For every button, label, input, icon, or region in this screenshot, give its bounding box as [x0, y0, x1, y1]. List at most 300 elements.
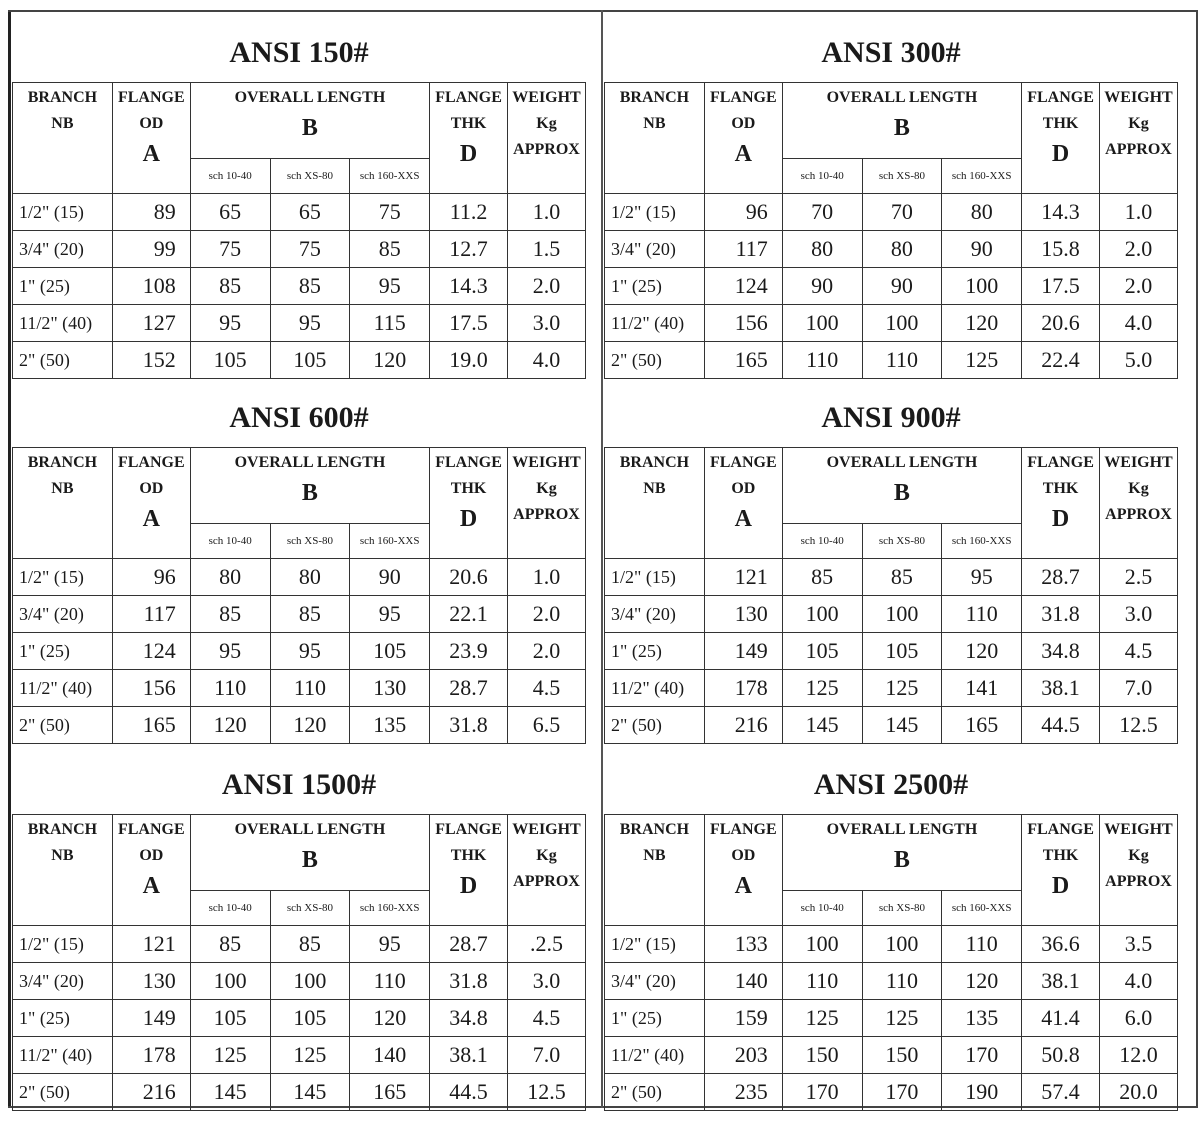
cell-flange-od: 96 [112, 559, 190, 596]
header-flange: FLANGE [117, 454, 185, 471]
table-row [605, 268, 1178, 305]
cell-length-sch-10-40: 100 [782, 305, 862, 342]
cell-length-sch-160-xxs: 120 [350, 342, 430, 379]
cell-length-sch-xs-80: 105 [270, 342, 350, 379]
cell-length-sch-160-xxs: 130 [350, 670, 430, 707]
table-title: ANSI 600# [229, 401, 369, 434]
cell-length-sch-160-xxs: 120 [942, 305, 1022, 342]
cell-length-sch-xs-80: 150 [862, 1037, 942, 1074]
table-title: ANSI 1500# [221, 768, 377, 801]
table-row [605, 1000, 1178, 1037]
cell-length-sch-10-40: 110 [782, 342, 862, 379]
cell-flange-thk: 15.8 [1022, 231, 1100, 268]
cell-length-sch-160-xxs: 120 [942, 633, 1022, 670]
col-header-overall-length [782, 815, 1021, 891]
header-thk: THK [450, 115, 487, 132]
header-flange: FLANGE [117, 89, 185, 106]
cell-length-sch-10-40: 150 [782, 1037, 862, 1074]
cell-branch-nb: 3/4" (20) [605, 596, 705, 633]
header-thk: THK [1042, 480, 1079, 497]
cell-flange-thk: 23.9 [430, 633, 508, 670]
cell-length-sch-160-xxs: 110 [942, 596, 1022, 633]
cell-weight: 12.0 [1100, 1037, 1178, 1074]
header-weight: WEIGHT [512, 454, 581, 471]
frame-right-border [1196, 10, 1198, 1108]
cell-length-sch-160-xxs: 120 [350, 1000, 430, 1037]
cell-weight: 12.5 [1100, 707, 1178, 744]
cell-length-sch-xs-80: 145 [862, 707, 942, 744]
cell-length-sch-160-xxs: 105 [350, 633, 430, 670]
header-flange-2: FLANGE [435, 89, 502, 106]
cell-flange-thk: 28.7 [430, 926, 508, 963]
cell-weight: 1.0 [508, 559, 586, 596]
cell-branch-nb: 1" (25) [13, 1000, 113, 1037]
cell-length-sch-xs-80: 110 [270, 670, 350, 707]
header-a: A [734, 141, 752, 167]
table-row [13, 963, 586, 1000]
cell-flange-thk: 14.3 [1022, 194, 1100, 231]
header-od: OD [731, 480, 756, 497]
header-weight: WEIGHT [1104, 454, 1173, 471]
cell-length-sch-10-40: 105 [190, 1000, 270, 1037]
col-header-weight [1100, 815, 1178, 926]
table-row [605, 596, 1178, 633]
cell-flange-thk: 31.8 [430, 707, 508, 744]
cell-weight: 2.0 [508, 633, 586, 670]
col-header-weight [508, 83, 586, 194]
cell-flange-thk: 17.5 [1022, 268, 1100, 305]
col-header-overall-length [190, 448, 429, 524]
cell-weight: 12.5 [508, 1074, 586, 1111]
header-approx: APPROX [513, 141, 580, 158]
header-thk: THK [450, 847, 487, 864]
dimension-table [604, 814, 1178, 1111]
cell-length-sch-160-xxs: 110 [942, 926, 1022, 963]
header-weight: WEIGHT [512, 89, 581, 106]
header-a: A [734, 506, 752, 532]
cell-length-sch-160-xxs: 110 [350, 963, 430, 1000]
col-header-branch-nb [13, 83, 113, 194]
cell-length-sch-xs-80: 110 [862, 963, 942, 1000]
cell-length-sch-10-40: 90 [782, 268, 862, 305]
header-od: OD [139, 480, 164, 497]
header-overall: OVERALL LENGTH [826, 89, 978, 106]
header-d: D [459, 506, 478, 532]
cell-length-sch-160-xxs: 95 [350, 268, 430, 305]
header-overall: OVERALL LENGTH [234, 454, 386, 471]
cell-branch-nb: 3/4" (20) [13, 231, 113, 268]
header-sch-160-xxs: sch 160-XXS [350, 523, 430, 558]
cell-branch-nb: 3/4" (20) [605, 231, 705, 268]
col-header-flange-thk [430, 448, 508, 559]
ansi-table-block [12, 744, 586, 1109]
cell-weight: .2.5 [508, 926, 586, 963]
cell-length-sch-10-40: 100 [782, 926, 862, 963]
cell-length-sch-10-40: 95 [190, 305, 270, 342]
table-row [13, 596, 586, 633]
cell-flange-thk: 31.8 [1022, 596, 1100, 633]
cell-length-sch-10-40: 65 [190, 194, 270, 231]
cell-weight: 6.0 [1100, 1000, 1178, 1037]
col-header-flange-od [704, 83, 782, 194]
cell-weight: 2.0 [1100, 268, 1178, 305]
cell-branch-nb: 2" (50) [605, 1074, 705, 1111]
cell-length-sch-10-40: 110 [782, 963, 862, 1000]
cell-weight: 4.0 [1100, 963, 1178, 1000]
cell-weight: 2.5 [1100, 559, 1178, 596]
cell-flange-od: 121 [704, 559, 782, 596]
cell-flange-thk: 28.7 [430, 670, 508, 707]
col-header-weight [1100, 448, 1178, 559]
header-a: A [142, 141, 160, 167]
cell-flange-od: 117 [112, 596, 190, 633]
table-row [13, 1037, 586, 1074]
header-nb: NB [51, 847, 74, 864]
cell-flange-od: 108 [112, 268, 190, 305]
header-sch-xs-80: sch XS-80 [862, 890, 942, 925]
cell-flange-thk: 38.1 [1022, 670, 1100, 707]
header-branch: BRANCH [619, 89, 690, 106]
cell-length-sch-xs-80: 145 [270, 1074, 350, 1111]
cell-branch-nb: 11/2" (40) [605, 305, 705, 342]
cell-flange-thk: 44.5 [1022, 707, 1100, 744]
cell-flange-thk: 38.1 [430, 1037, 508, 1074]
cell-flange-thk: 17.5 [430, 305, 508, 342]
header-kg: Kg [536, 115, 557, 132]
cell-flange-thk: 38.1 [1022, 963, 1100, 1000]
cell-weight: 4.0 [1100, 305, 1178, 342]
cell-flange-thk: 20.6 [430, 559, 508, 596]
table-row [605, 305, 1178, 342]
cell-weight: 1.0 [508, 194, 586, 231]
col-header-weight [508, 815, 586, 926]
header-flange-2: FLANGE [435, 821, 502, 838]
cell-length-sch-10-40: 105 [782, 633, 862, 670]
header-d: D [459, 873, 478, 899]
cell-length-sch-xs-80: 80 [862, 231, 942, 268]
header-sch-160-xxs: sch 160-XXS [942, 158, 1022, 193]
cell-branch-nb: 11/2" (40) [605, 1037, 705, 1074]
cell-weight: 2.0 [508, 268, 586, 305]
header-thk: THK [1042, 847, 1079, 864]
cell-flange-od: 149 [112, 1000, 190, 1037]
table-row [13, 1000, 586, 1037]
header-flange-2: FLANGE [1027, 454, 1094, 471]
header-od: OD [731, 847, 756, 864]
table-title: ANSI 150# [229, 36, 369, 69]
header-b: B [893, 480, 910, 506]
table-row [605, 559, 1178, 596]
col-header-overall-length [190, 815, 429, 891]
table-row [605, 231, 1178, 268]
header-kg: Kg [536, 847, 557, 864]
header-approx: APPROX [513, 506, 580, 523]
col-header-flange-thk [1022, 815, 1100, 926]
cell-flange-od: 124 [704, 268, 782, 305]
dimension-table [604, 447, 1178, 744]
cell-length-sch-160-xxs: 141 [942, 670, 1022, 707]
cell-length-sch-160-xxs: 90 [942, 231, 1022, 268]
cell-branch-nb: 11/2" (40) [13, 670, 113, 707]
cell-length-sch-160-xxs: 75 [350, 194, 430, 231]
cell-branch-nb: 2" (50) [13, 707, 113, 744]
cell-flange-od: 165 [704, 342, 782, 379]
cell-branch-nb: 1/2" (15) [13, 194, 113, 231]
header-branch: BRANCH [27, 454, 98, 471]
cell-flange-thk: 57.4 [1022, 1074, 1100, 1111]
cell-length-sch-xs-80: 170 [862, 1074, 942, 1111]
cell-length-sch-xs-80: 120 [270, 707, 350, 744]
cell-flange-od: 127 [112, 305, 190, 342]
cell-flange-thk: 41.4 [1022, 1000, 1100, 1037]
cell-length-sch-10-40: 170 [782, 1074, 862, 1111]
cell-length-sch-xs-80: 90 [862, 268, 942, 305]
col-header-branch-nb [605, 815, 705, 926]
header-flange: FLANGE [709, 89, 777, 106]
cell-flange-od: 156 [704, 305, 782, 342]
cell-length-sch-xs-80: 85 [270, 596, 350, 633]
col-header-flange-thk [430, 815, 508, 926]
header-flange-2: FLANGE [1027, 821, 1094, 838]
cell-length-sch-160-xxs: 165 [350, 1074, 430, 1111]
header-sch-160-xxs: sch 160-XXS [350, 158, 430, 193]
header-sch-10-40: sch 10-40 [190, 890, 270, 925]
cell-length-sch-160-xxs: 95 [350, 596, 430, 633]
dimension-table [12, 814, 586, 1111]
header-flange: FLANGE [709, 454, 777, 471]
table-row [13, 305, 586, 342]
header-b: B [893, 847, 910, 873]
header-flange: FLANGE [709, 821, 777, 838]
cell-branch-nb: 1/2" (15) [605, 559, 705, 596]
cell-length-sch-10-40: 70 [782, 194, 862, 231]
cell-branch-nb: 1/2" (15) [13, 926, 113, 963]
cell-length-sch-160-xxs: 170 [942, 1037, 1022, 1074]
cell-branch-nb: 1" (25) [13, 268, 113, 305]
header-a: A [734, 873, 752, 899]
cell-branch-nb: 1" (25) [13, 633, 113, 670]
cell-branch-nb: 1" (25) [605, 1000, 705, 1037]
cell-branch-nb: 2" (50) [605, 342, 705, 379]
cell-branch-nb: 1/2" (15) [605, 926, 705, 963]
col-header-flange-od [704, 448, 782, 559]
header-weight: WEIGHT [512, 821, 581, 838]
ansi-table-block [604, 744, 1178, 1109]
ansi-table-block [604, 377, 1178, 742]
cell-branch-nb: 11/2" (40) [13, 1037, 113, 1074]
cell-weight: 3.0 [1100, 596, 1178, 633]
cell-length-sch-xs-80: 85 [270, 926, 350, 963]
cell-flange-od: 216 [112, 1074, 190, 1111]
table-row [13, 231, 586, 268]
table-row [13, 707, 586, 744]
ansi-table-block [604, 12, 1178, 377]
cell-flange-od: 149 [704, 633, 782, 670]
cell-length-sch-xs-80: 100 [862, 926, 942, 963]
table-row [605, 342, 1178, 379]
cell-flange-thk: 20.6 [1022, 305, 1100, 342]
cell-length-sch-160-xxs: 80 [942, 194, 1022, 231]
cell-branch-nb: 2" (50) [13, 342, 113, 379]
cell-length-sch-160-xxs: 115 [350, 305, 430, 342]
cell-length-sch-xs-80: 100 [270, 963, 350, 1000]
table-row [13, 1074, 586, 1111]
cell-branch-nb: 2" (50) [605, 707, 705, 744]
cell-branch-nb: 1" (25) [605, 268, 705, 305]
cell-length-sch-xs-80: 105 [862, 633, 942, 670]
table-row [13, 342, 586, 379]
ansi-table-block [12, 12, 586, 377]
header-sch-xs-80: sch XS-80 [862, 158, 942, 193]
cell-flange-thk: 28.7 [1022, 559, 1100, 596]
header-kg: Kg [1128, 847, 1149, 864]
header-sch-160-xxs: sch 160-XXS [942, 890, 1022, 925]
cell-weight: 3.0 [508, 305, 586, 342]
table-row [13, 268, 586, 305]
header-a: A [142, 506, 160, 532]
cell-length-sch-10-40: 95 [190, 633, 270, 670]
dimension-table [604, 82, 1178, 379]
cell-weight: 4.5 [1100, 633, 1178, 670]
cell-flange-od: 203 [704, 1037, 782, 1074]
cell-length-sch-xs-80: 110 [862, 342, 942, 379]
header-branch: BRANCH [27, 821, 98, 838]
cell-flange-od: 156 [112, 670, 190, 707]
cell-flange-od: 117 [704, 231, 782, 268]
cell-length-sch-10-40: 120 [190, 707, 270, 744]
table-row [605, 926, 1178, 963]
cell-length-sch-160-xxs: 120 [942, 963, 1022, 1000]
table-row [13, 926, 586, 963]
table-row [605, 633, 1178, 670]
table-title: ANSI 300# [821, 36, 961, 69]
cell-branch-nb: 3/4" (20) [13, 963, 113, 1000]
table-title: ANSI 2500# [813, 768, 969, 801]
cell-length-sch-160-xxs: 95 [942, 559, 1022, 596]
cell-length-sch-10-40: 105 [190, 342, 270, 379]
cell-length-sch-xs-80: 100 [862, 596, 942, 633]
cell-length-sch-xs-80: 95 [270, 305, 350, 342]
col-header-flange-thk [1022, 448, 1100, 559]
cell-flange-thk: 22.1 [430, 596, 508, 633]
cell-weight: 1.0 [1100, 194, 1178, 231]
center-divider [601, 10, 603, 1108]
cell-flange-od: 124 [112, 633, 190, 670]
cell-length-sch-xs-80: 125 [862, 1000, 942, 1037]
cell-length-sch-xs-80: 95 [270, 633, 350, 670]
header-kg: Kg [536, 480, 557, 497]
header-a: A [142, 873, 160, 899]
header-nb: NB [643, 847, 666, 864]
cell-flange-od: 178 [704, 670, 782, 707]
cell-flange-od: 130 [112, 963, 190, 1000]
cell-length-sch-xs-80: 85 [862, 559, 942, 596]
header-sch-xs-80: sch XS-80 [862, 523, 942, 558]
cell-flange-od: 130 [704, 596, 782, 633]
cell-length-sch-10-40: 125 [782, 670, 862, 707]
cell-length-sch-160-xxs: 90 [350, 559, 430, 596]
cell-length-sch-160-xxs: 135 [350, 707, 430, 744]
cell-weight: 20.0 [1100, 1074, 1178, 1111]
cell-flange-od: 216 [704, 707, 782, 744]
header-d: D [1051, 873, 1070, 899]
cell-flange-thk: 12.7 [430, 231, 508, 268]
table-row [13, 670, 586, 707]
header-approx: APPROX [1105, 506, 1172, 523]
cell-length-sch-10-40: 145 [190, 1074, 270, 1111]
header-sch-160-xxs: sch 160-XXS [350, 890, 430, 925]
col-header-branch-nb [13, 448, 113, 559]
cell-length-sch-160-xxs: 125 [942, 342, 1022, 379]
cell-branch-nb: 3/4" (20) [13, 596, 113, 633]
cell-weight: 4.5 [508, 670, 586, 707]
header-od: OD [139, 115, 164, 132]
header-branch: BRANCH [619, 454, 690, 471]
col-header-overall-length [190, 83, 429, 159]
header-sch-10-40: sch 10-40 [782, 158, 862, 193]
cell-flange-thk: 11.2 [430, 194, 508, 231]
cell-flange-od: 89 [112, 194, 190, 231]
cell-length-sch-10-40: 125 [190, 1037, 270, 1074]
cell-flange-od: 96 [704, 194, 782, 231]
header-kg: Kg [1128, 480, 1149, 497]
header-overall: OVERALL LENGTH [234, 821, 386, 838]
cell-weight: 4.0 [508, 342, 586, 379]
cell-weight: 2.0 [508, 596, 586, 633]
header-sch-xs-80: sch XS-80 [270, 523, 350, 558]
header-b: B [301, 847, 318, 873]
cell-length-sch-xs-80: 125 [862, 670, 942, 707]
cell-flange-od: 99 [112, 231, 190, 268]
cell-flange-thk: 44.5 [430, 1074, 508, 1111]
table-row [605, 707, 1178, 744]
header-approx: APPROX [1105, 141, 1172, 158]
cell-weight: 1.5 [508, 231, 586, 268]
cell-flange-od: 140 [704, 963, 782, 1000]
cell-length-sch-xs-80: 100 [862, 305, 942, 342]
cell-length-sch-xs-80: 65 [270, 194, 350, 231]
header-flange-2: FLANGE [435, 454, 502, 471]
table-title: ANSI 900# [821, 401, 961, 434]
cell-weight: 7.0 [1100, 670, 1178, 707]
cell-branch-nb: 11/2" (40) [13, 305, 113, 342]
cell-weight: 3.0 [508, 963, 586, 1000]
header-nb: NB [643, 115, 666, 132]
cell-weight: 7.0 [508, 1037, 586, 1074]
col-header-flange-thk [1022, 83, 1100, 194]
cell-length-sch-10-40: 110 [190, 670, 270, 707]
cell-flange-thk: 22.4 [1022, 342, 1100, 379]
cell-branch-nb: 1/2" (15) [605, 194, 705, 231]
cell-flange-od: 159 [704, 1000, 782, 1037]
cell-length-sch-10-40: 85 [190, 268, 270, 305]
header-b: B [301, 115, 318, 141]
header-overall: OVERALL LENGTH [234, 89, 386, 106]
col-header-weight [508, 448, 586, 559]
table-row [13, 559, 586, 596]
cell-branch-nb: 1" (25) [605, 633, 705, 670]
cell-weight: 5.0 [1100, 342, 1178, 379]
cell-length-sch-10-40: 125 [782, 1000, 862, 1037]
cell-weight: 4.5 [508, 1000, 586, 1037]
cell-length-sch-10-40: 80 [782, 231, 862, 268]
header-sch-10-40: sch 10-40 [190, 523, 270, 558]
cell-flange-thk: 31.8 [430, 963, 508, 1000]
header-flange: FLANGE [117, 821, 185, 838]
cell-branch-nb: 3/4" (20) [605, 963, 705, 1000]
table-row [13, 194, 586, 231]
col-header-overall-length [782, 448, 1021, 524]
